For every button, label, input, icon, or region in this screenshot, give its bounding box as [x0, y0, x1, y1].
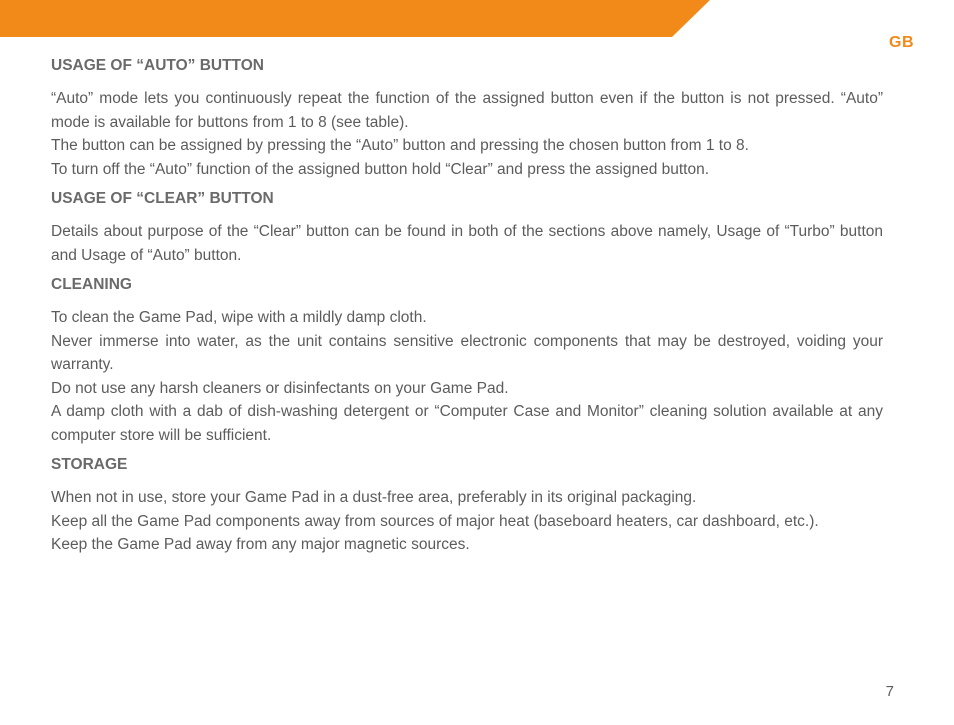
paragraph-clear-button — [51, 220, 883, 267]
header-band — [0, 0, 710, 37]
language-code: GB — [889, 34, 914, 51]
heading-auto-button: USAGE OF “AUTO” BUTTON — [51, 57, 264, 74]
text-line: Keep all the Game Pad components away from sources of major heat (baseboard heaters, car dashboard, etc.). — [51, 512, 819, 530]
header-band-shape — [0, 0, 710, 37]
text-line: The button can be assigned by pressing the “Auto” button and pressing the chosen button from 1 to 8. — [51, 137, 749, 154]
page-number: 7 — [885, 683, 894, 700]
paragraph-cleaning — [51, 306, 883, 447]
heading-storage: STORAGE — [51, 456, 128, 473]
paragraph-storage — [51, 486, 883, 557]
text-line: To turn off the “Auto” function of the assigned button hold “Clear” and press the assigned button. — [51, 160, 710, 178]
heading-cleaning: CLEANING — [51, 276, 132, 293]
text-line: Keep the Game Pad away from any major magnetic sources. — [51, 536, 470, 553]
text-line: A damp cloth with a dab of dish-washing detergent or “Computer Case and Monitor” cleaning solution available at any computer store will be sufficient. — [51, 403, 883, 444]
text-line: Details about purpose of the “Clear” button can be found in both of the sections above namely, Usage of “Turbo” button and Usage of “Auto” button. — [51, 223, 883, 264]
text-line: Do not use any harsh cleaners or disinfectants on your Game Pad. — [51, 379, 509, 397]
paragraph-auto-button — [51, 87, 883, 181]
text-line: When not in use, store your Game Pad in a dust-free area, preferably in its original packaging. — [51, 489, 697, 506]
text-line: To clean the Game Pad, wipe with a mildly damp cloth. — [51, 309, 427, 326]
heading-clear-button: USAGE OF “CLEAR” BUTTON — [51, 190, 274, 207]
text-line: “Auto” mode lets you continuously repeat the function of the assigned button even if the button is not pressed. “Auto” mode is available for buttons from 1 to 8 (see table). — [51, 90, 883, 131]
document-body — [51, 56, 883, 565]
text-line: Never immerse into water, as the unit contains sensitive electronic components that may be destroyed, voiding your warranty. — [51, 332, 883, 373]
